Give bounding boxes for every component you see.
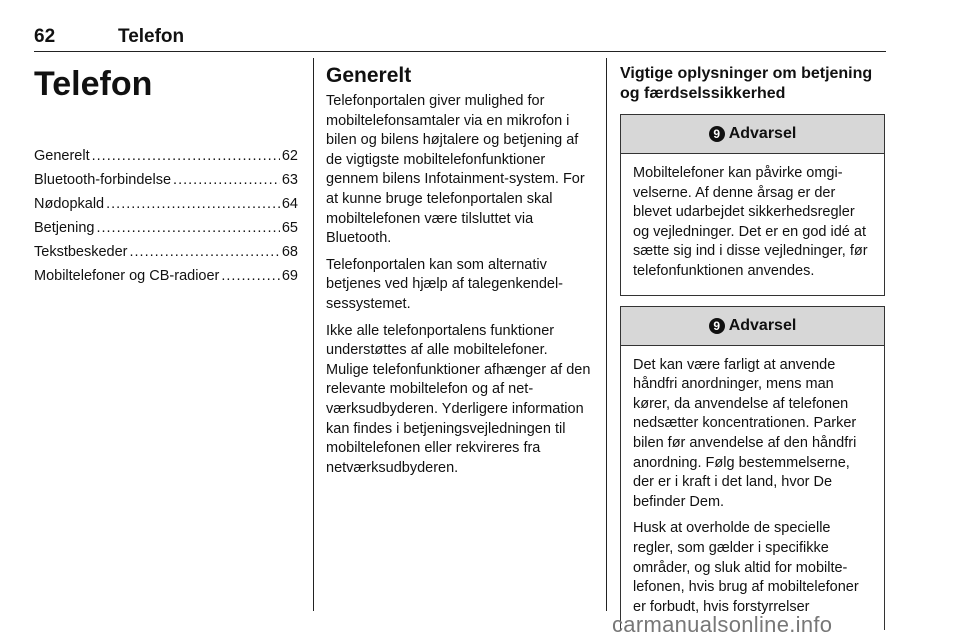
toc-entry[interactable] bbox=[34, 144, 298, 168]
toc-entry-label: Mobiltelefoner og CB-radioer bbox=[34, 268, 220, 284]
toc-dot-leader bbox=[173, 168, 280, 192]
toc-entry-label: Tekstbeskeder bbox=[34, 244, 128, 260]
toc-entry-page: 65 bbox=[281, 220, 298, 236]
toc-entry[interactable] bbox=[34, 168, 298, 192]
paragraph: Ikke alle telefonportalens funktioner understøttes af alle mobiltelefoner. Mulige telefonfunktioner afhænger af den relevante mobiltelefon og af netværksudbyderen. Yderligere information kan findes i betjeningsvejledningen til mobiltelefonen eller rekvireres fra netværksudbyderen. bbox=[326, 322, 591, 476]
toc-entry-page: 63 bbox=[281, 172, 298, 188]
warning-header bbox=[621, 115, 884, 154]
warning-body bbox=[621, 346, 884, 631]
paragraph: Telefonportalen kan som alternativ betjenes ved hjælp af talegenkendelsessystemet. bbox=[326, 256, 564, 312]
generelt-column bbox=[326, 58, 592, 485]
warning-icon: 9 bbox=[709, 126, 725, 142]
toc-dot-leader bbox=[96, 216, 279, 240]
warning-title: Advarsel bbox=[728, 125, 797, 142]
watermark: carmanualsonline.info bbox=[612, 612, 833, 637]
toc-entry-page: 62 bbox=[281, 148, 298, 164]
toc-entry[interactable] bbox=[34, 216, 298, 240]
toc-dot-leader bbox=[130, 240, 280, 264]
section-heading-generelt: Generelt bbox=[326, 64, 412, 87]
chapter-title: Telefon bbox=[34, 65, 153, 103]
toc-list bbox=[34, 144, 298, 288]
warning-icon: 9 bbox=[709, 318, 725, 334]
toc-entry-page: 69 bbox=[281, 268, 298, 284]
column-divider-1 bbox=[313, 58, 314, 611]
running-title: Telefon bbox=[118, 26, 185, 47]
warning-box bbox=[620, 114, 885, 296]
toc-entry[interactable] bbox=[34, 192, 298, 216]
safety-column bbox=[620, 58, 885, 640]
toc-dot-leader bbox=[92, 144, 280, 168]
toc-entry-page: 68 bbox=[281, 244, 298, 260]
page-number: 62 bbox=[34, 26, 56, 47]
toc-entry[interactable] bbox=[34, 264, 298, 288]
column-divider-2 bbox=[606, 58, 607, 611]
warning-text: Husk at overholde de specielle regler, som gælder i specifikke områder, og sluk altid for mobiltelefonen, hvis brug af mobiltelefoner er forbudt, hvis forstyrrelser bbox=[633, 520, 859, 615]
paragraph: Telefonportalen giver mulighed for mobiltelefonsamtaler via en mikrofon i bilen og bilens højtalere og betjening af de vigtigste mobiltelefonfunktioner gennem bilens Infotainment-system. For at kunne bruge telefonportalen skal mobiltelefonen være tilsluttet via Bluetooth. bbox=[326, 93, 585, 247]
toc-entry-label: Betjening bbox=[34, 220, 95, 236]
warning-text: Det kan være farligt at anvende håndfri anordninger, mens man kører, da anvendelse af telefonen nedsætter koncentrationen. Parker bilen før anvendelse af den håndfri anordning. Følg bestemmelserne, der er i kraft i det land, hvor De befinder Dem. bbox=[633, 356, 857, 510]
safety-heading: Vigtige oplysninger om betjening og færdselssikkerhed bbox=[620, 65, 873, 102]
toc-column bbox=[34, 58, 298, 288]
toc-entry-label: Nødopkald bbox=[34, 196, 105, 212]
warning-body bbox=[621, 154, 884, 295]
toc-entry-page: 64 bbox=[281, 196, 298, 212]
page-header bbox=[34, 26, 886, 50]
warning-header bbox=[621, 307, 884, 346]
warning-text: Mobiltelefoner kan påvirke omgivelserne. Af denne årsag er der blevet udarbejdet sikkerhedsregler og vejledninger. Det er en god idé at sætte sig ind i disse vejledninger, før telefonfunktionen anvendes. bbox=[633, 165, 868, 279]
toc-entry-label: Generelt bbox=[34, 148, 90, 164]
toc-dot-leader bbox=[106, 192, 280, 216]
toc-entry-label: Bluetooth-forbindelse bbox=[34, 172, 172, 188]
toc-dot-leader bbox=[221, 264, 279, 288]
toc-entry[interactable] bbox=[34, 240, 298, 264]
header-divider bbox=[34, 51, 886, 52]
warning-title: Advarsel bbox=[728, 316, 797, 334]
warning-box bbox=[620, 306, 885, 631]
